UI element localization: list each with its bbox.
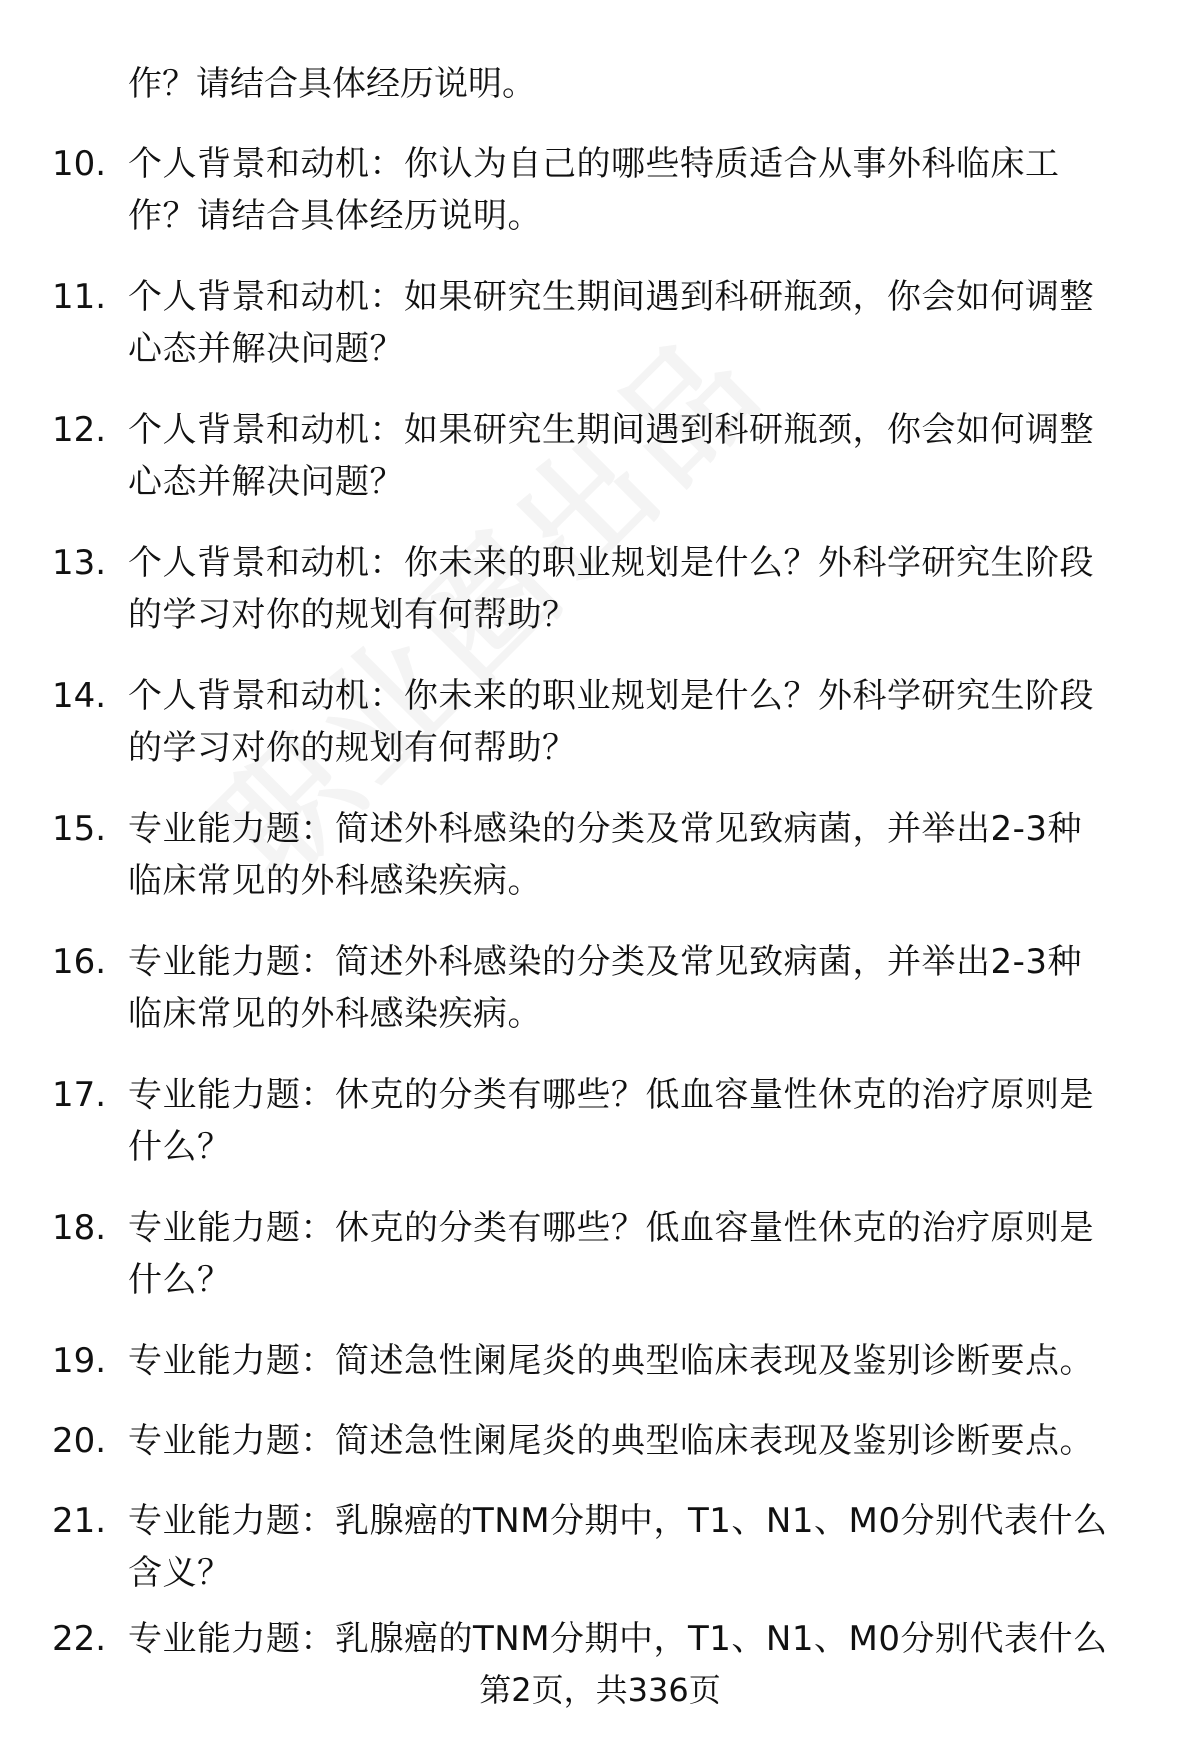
question-text: 专业能力题：简述外科感染的分类及常见致病菌，并举出2-3种 临床常见的外科感染疾病。 bbox=[128, 809, 1083, 901]
question-number: 20. bbox=[52, 1421, 107, 1461]
question-number: 17. bbox=[52, 1075, 107, 1115]
question-number: 16. bbox=[52, 942, 107, 982]
question-text: 个人背景和动机：你未来的职业规划是什么？外科学研究生阶段 的学习对你的规划有何帮助？ bbox=[128, 543, 1094, 635]
continuation-text: 作？请结合具体经历说明。 bbox=[128, 64, 536, 104]
question-text: 专业能力题：简述急性阑尾炎的典型临床表现及鉴别诊断要点。 bbox=[128, 1421, 1094, 1461]
question-text: 专业能力题：简述外科感染的分类及常见致病菌，并举出2-3种 临床常见的外科感染疾病。 bbox=[128, 942, 1083, 1034]
question-text: 专业能力题：休克的分类有哪些？低血容量性休克的治疗原则是 什么？ bbox=[128, 1208, 1094, 1300]
page-footer: 第2页，共336页 bbox=[479, 1671, 721, 1709]
question-number: 11. bbox=[52, 277, 107, 317]
question-number: 14. bbox=[52, 676, 107, 716]
question-number: 18. bbox=[52, 1208, 107, 1248]
question-number: 22. bbox=[52, 1619, 107, 1659]
question-number: 10. bbox=[52, 144, 107, 184]
question-text: 个人背景和动机：如果研究生期间遇到科研瓶颈，你会如何调整 心态并解决问题？ bbox=[128, 410, 1094, 502]
question-text: 个人背景和动机：你认为自己的哪些特质适合从事外科临床工 作？请结合具体经历说明。 bbox=[128, 144, 1060, 236]
question-number: 15. bbox=[52, 809, 107, 849]
question-text: 专业能力题：简述急性阑尾炎的典型临床表现及鉴别诊断要点。 bbox=[128, 1341, 1094, 1381]
question-text: 个人背景和动机：你未来的职业规划是什么？外科学研究生阶段 的学习对你的规划有何帮助？ bbox=[128, 676, 1094, 768]
question-text: 专业能力题：乳腺癌的TNM分期中，T1、N1、M0分别代表什么 含义？ bbox=[128, 1501, 1108, 1593]
question-number: 19. bbox=[52, 1341, 107, 1381]
question-number: 21. bbox=[52, 1501, 107, 1541]
question-number: 13. bbox=[52, 543, 107, 583]
question-text: 个人背景和动机：如果研究生期间遇到科研瓶颈，你会如何调整 心态并解决问题？ bbox=[128, 277, 1094, 369]
question-number: 12. bbox=[52, 410, 107, 450]
question-text: 专业能力题：休克的分类有哪些？低血容量性休克的治疗原则是 什么？ bbox=[128, 1075, 1094, 1167]
question-text: 专业能力题：乳腺癌的TNM分期中，T1、N1、M0分别代表什么 bbox=[128, 1619, 1108, 1659]
